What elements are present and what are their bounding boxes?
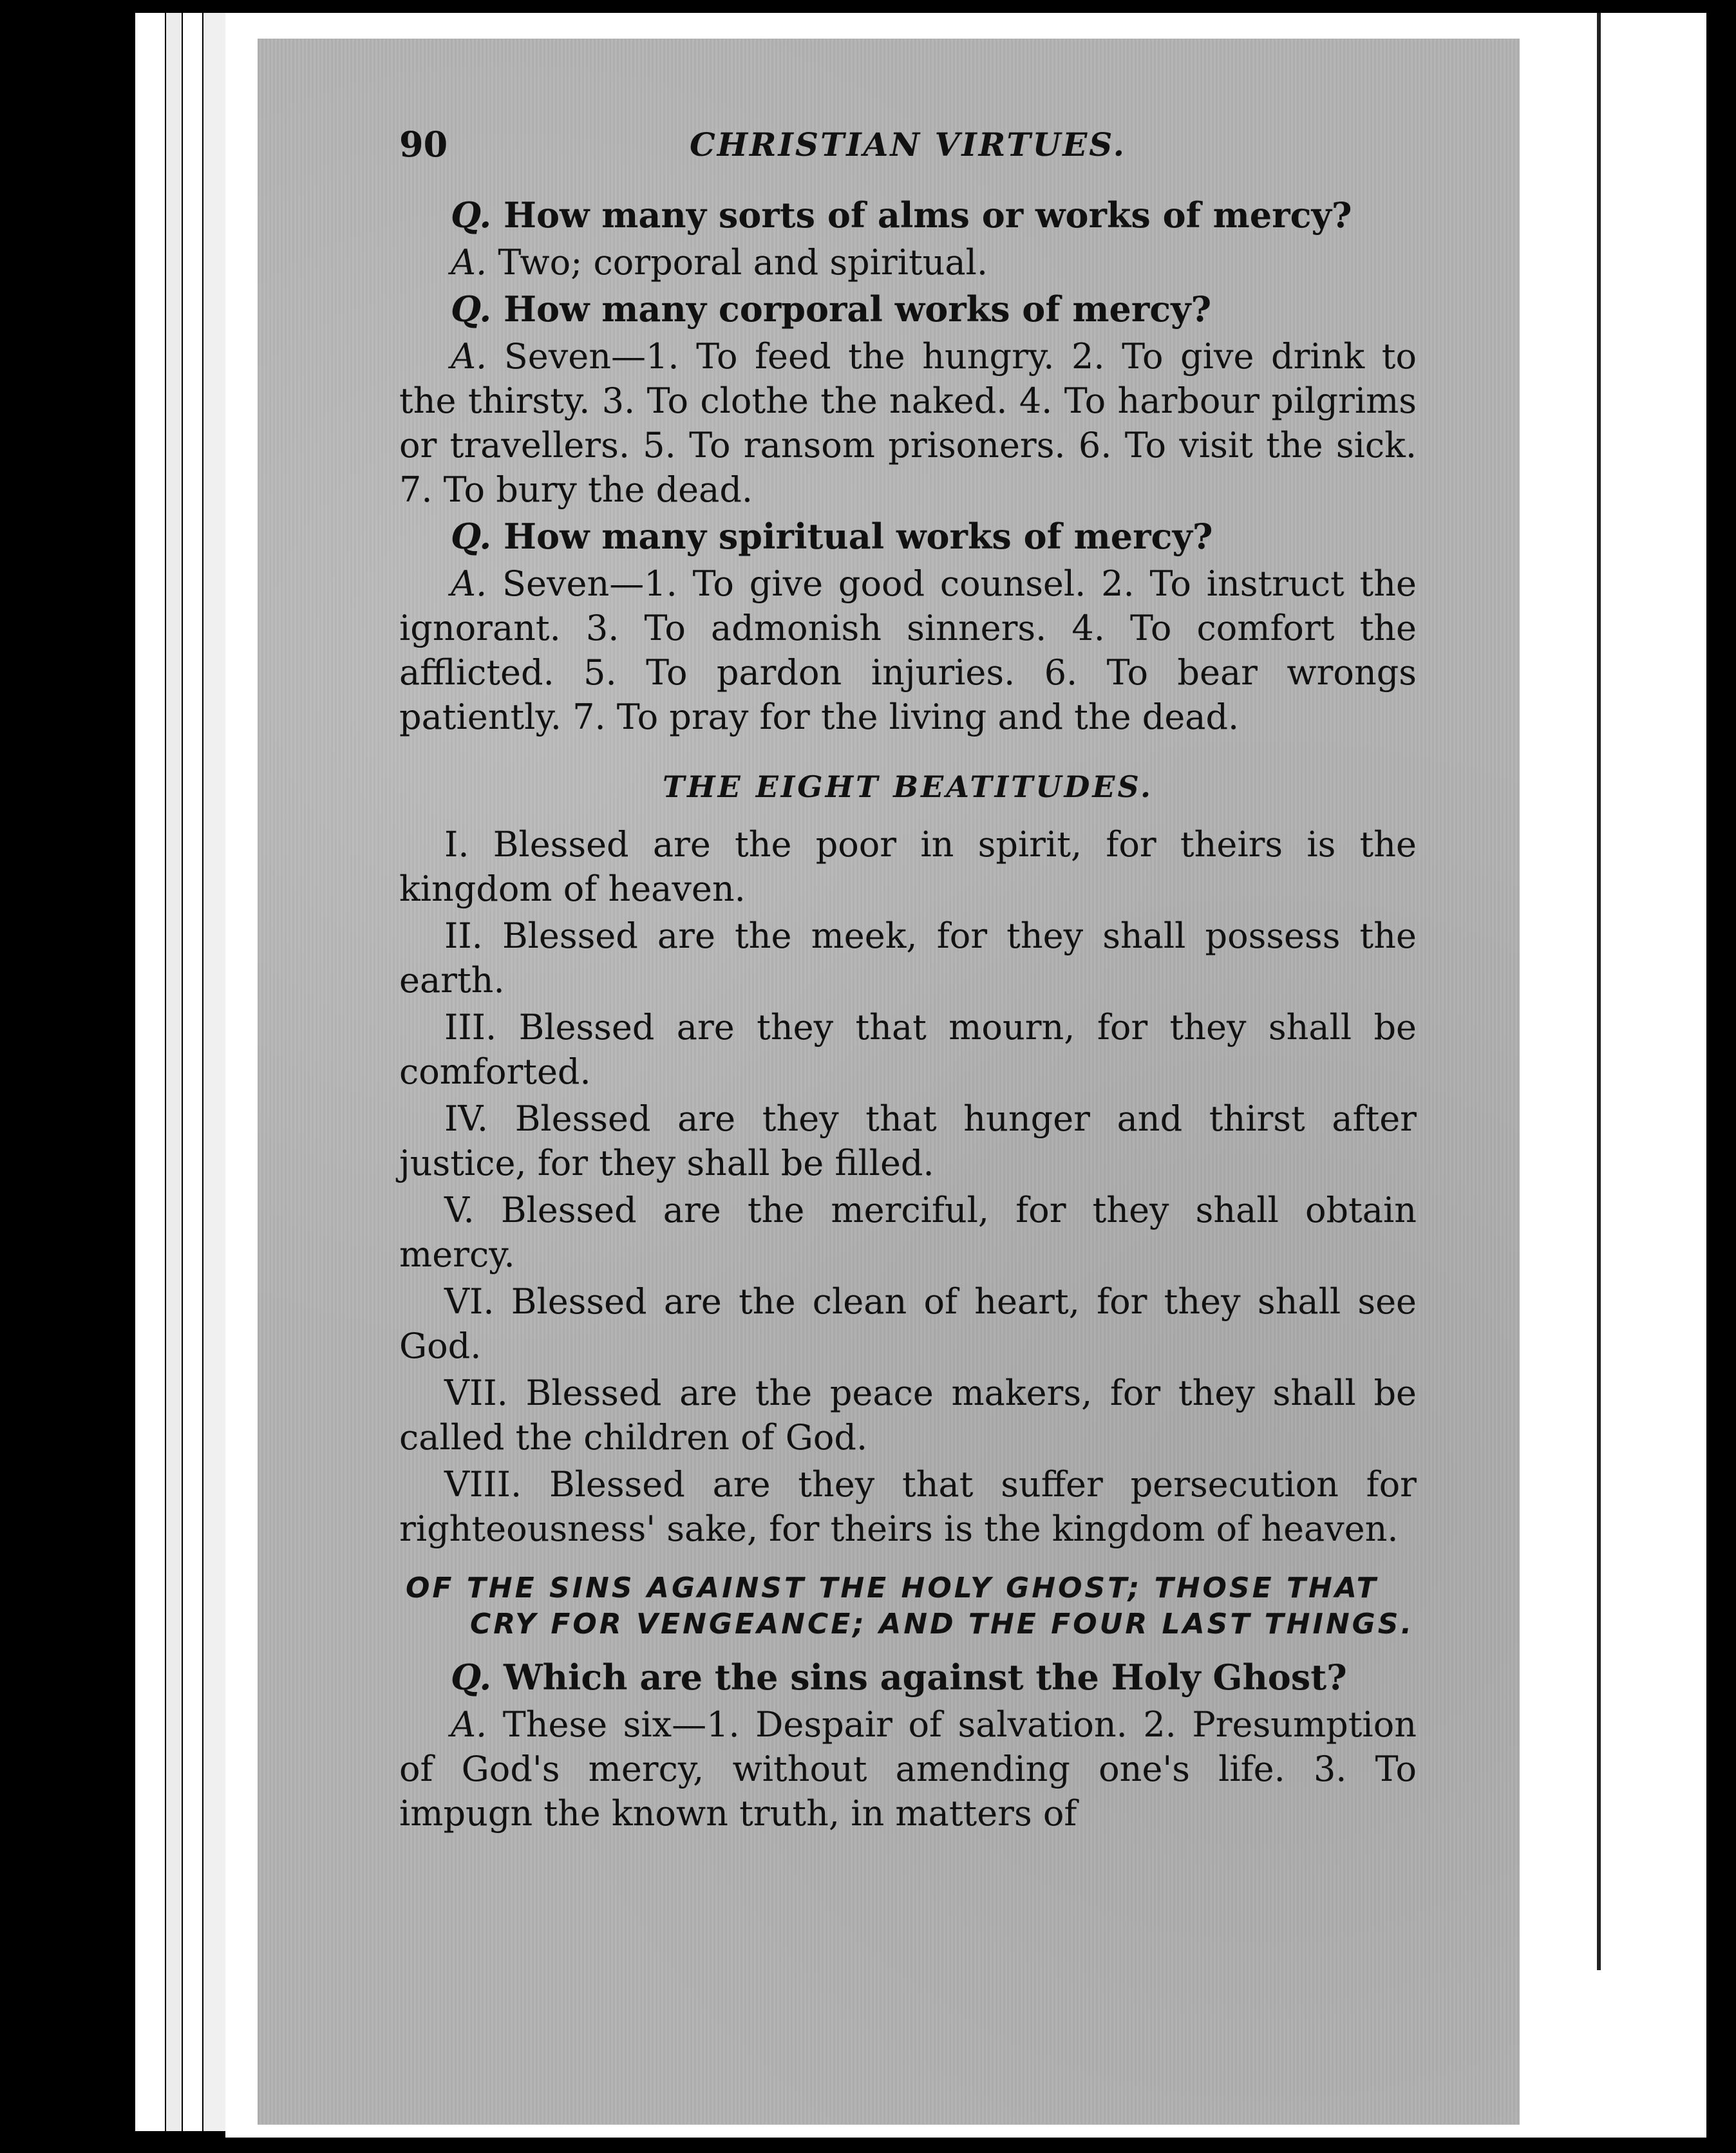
page-edge (166, 13, 182, 2131)
running-head-title: CHRISTIAN VIRTUES. (689, 126, 1127, 164)
sins-section-heading: OF THE SINS AGAINST THE HOLY GHOST; THOSE THAT CRY FOR VENGEANCE; AND THE FOUR LAST THINGS. (406, 1572, 1415, 1641)
page-content (399, 122, 1417, 1838)
answer-paragraph (399, 1702, 1417, 1836)
answer-text: Two; corporal and spiritual. (498, 242, 988, 283)
beatitude-numeral: III. (444, 1007, 497, 1048)
answer-paragraph (399, 561, 1417, 739)
beatitude-item (399, 1371, 1417, 1460)
question-text: Which are the sins against the Holy Ghost? (503, 1657, 1347, 1698)
printed-text-block (258, 39, 1520, 2125)
question-text: How many spiritual works of mercy? (503, 516, 1213, 557)
beatitude-text: Blessed are they that mourn, for they shall be comforted. (399, 1007, 1417, 1092)
question-text: How many sorts of alms or works of mercy? (503, 194, 1352, 236)
beatitude-text: Blessed are the poor in spirit, for theirs is the kingdom of heaven. (399, 824, 1417, 909)
beatitude-numeral: I. (444, 824, 469, 865)
answer-marker: A. (451, 1704, 487, 1745)
question-paragraph (399, 287, 1417, 332)
beatitude-numeral: VII. (444, 1373, 508, 1413)
facing-page-edge (1597, 13, 1697, 1970)
question-marker: Q. (451, 194, 492, 236)
question-paragraph (399, 1655, 1417, 1700)
page-edge (183, 13, 202, 2131)
beatitude-item (399, 1279, 1417, 1368)
beatitude-text: Blessed are they that hunger and thirst after justice, for they shall be filled. (399, 1098, 1417, 1183)
page-edge (203, 13, 225, 2131)
beatitude-item (399, 1188, 1417, 1277)
answer-marker: A. (451, 242, 487, 283)
answer-paragraph (399, 240, 1417, 285)
answer-text: Seven—1. To give good counsel. 2. To instruct the ignorant. 3. To admonish sinners. 4. To comfort the afflicted. 5. To pardon injuries. 6. To bear wrongs patiently. 7. To pray for the living and the dead. (399, 563, 1417, 737)
beatitude-numeral: VI. (444, 1281, 495, 1322)
beatitude-text: Blessed are the peace makers, for they shall be called the children of God. (399, 1373, 1417, 1458)
beatitude-item (399, 1005, 1417, 1094)
question-paragraph (399, 193, 1417, 238)
beatitude-text: Blessed are the meek, for they shall possess the earth. (399, 916, 1417, 1001)
question-marker: Q. (451, 288, 492, 330)
running-head (399, 122, 1417, 180)
answer-text: Seven—1. To feed the hungry. 2. To give drink to the thirsty. 3. To clothe the naked. 4. To harbour pilgrims or travellers. 5. To ransom prisoners. 6. To visit the sick. 7. To bury the dead. (399, 336, 1417, 510)
question-marker: Q. (451, 1657, 492, 1698)
question-text: How many corporal works of mercy? (503, 288, 1212, 330)
beatitude-item (399, 1462, 1417, 1551)
beatitudes-heading: THE EIGHT BEATITUDES. (662, 769, 1154, 804)
beatitude-item (399, 1096, 1417, 1185)
holy-ghost-sins-qa (399, 1655, 1417, 1836)
beatitude-text: Blessed are the merciful, for they shall obtain mercy. (399, 1190, 1417, 1275)
question-paragraph (399, 514, 1417, 559)
page-number: 90 (399, 124, 448, 165)
beatitude-numeral: II. (444, 916, 483, 956)
beatitude-numeral: V. (444, 1190, 475, 1230)
beatitude-text: Blessed are they that suffer persecution for righteousness' sake, for theirs is the kingdom of heaven. (399, 1464, 1417, 1549)
page-edge (135, 13, 165, 2131)
answer-marker: A. (451, 563, 487, 604)
question-marker: Q. (451, 516, 492, 557)
beatitude-item (399, 822, 1417, 911)
works-of-mercy-qa (399, 193, 1417, 739)
beatitudes-list (399, 822, 1417, 1551)
beatitude-numeral: IV. (444, 1098, 489, 1139)
beatitude-item (399, 914, 1417, 1002)
beatitude-numeral: VIII. (444, 1464, 522, 1505)
answer-text: These six—1. Despair of salvation. 2. Presumption of God's mercy, without amending one's life. 3. To impugn the known truth, in matters of (399, 1704, 1417, 1834)
answer-paragraph (399, 334, 1417, 512)
answer-marker: A. (451, 336, 487, 377)
beatitude-text: Blessed are the clean of heart, for they shall see God. (399, 1281, 1417, 1366)
